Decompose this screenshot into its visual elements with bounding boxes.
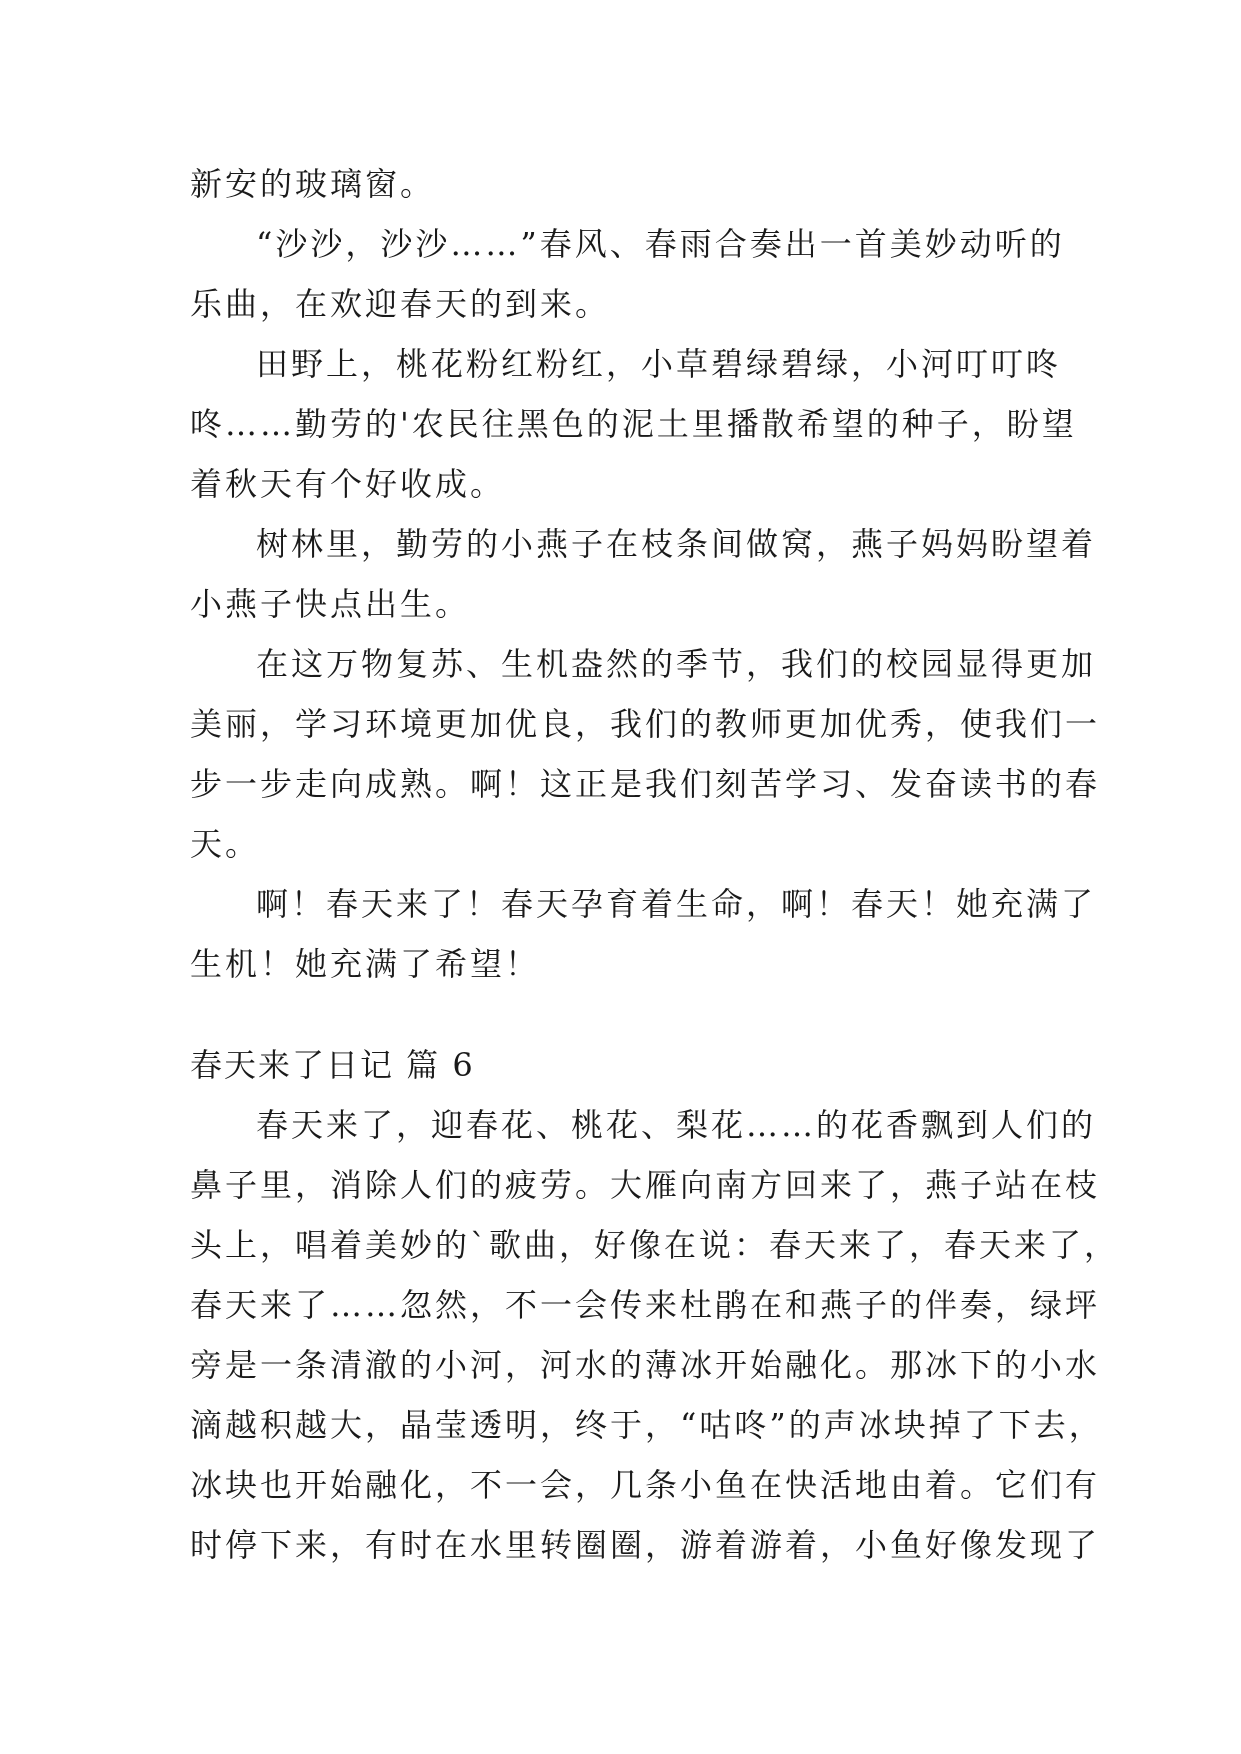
- text-line: 冰块也开始融化，不一会，几条小鱼在快活地由着。它们有: [190, 1466, 1101, 1504]
- text-line: 旁是一条清澈的小河，河水的薄冰开始融化。那冰下的小水: [190, 1346, 1101, 1384]
- paragraph-first-line: 春天来了，迎春花、桃花、梨花……的花香飘到人们的: [256, 1106, 1097, 1144]
- text-line: 滴越积越大，晶莹透明，终于，“咕咚”的声冰块掉了下去，: [190, 1406, 1104, 1444]
- text-line: 咚……勤劳的'农民往黑色的泥土里播散希望的种子，盼望: [190, 405, 1077, 443]
- paragraph-first-line: 田野上，桃花粉红粉红，小草碧绿碧绿，小河叮叮咚: [256, 345, 1062, 383]
- text-line: 步一步走向成熟。啊！这正是我们刻苦学习、发奋读书的春: [190, 765, 1101, 803]
- text-line: 着秋天有个好收成。: [190, 465, 506, 503]
- text-line: 天。: [190, 825, 261, 863]
- text-line: 时停下来，有时在水里转圈圈，游着游着，小鱼好像发现了: [190, 1526, 1101, 1564]
- text-line: 小燕子快点出生。: [190, 585, 471, 623]
- paragraph-first-line: 树林里，勤劳的小燕子在枝条间做窝，燕子妈妈盼望着: [256, 525, 1097, 563]
- text-line: 头上，唱着美妙的`歌曲，好像在说：春天来了，春天来了，: [190, 1226, 1120, 1264]
- paragraph-first-line: 啊！春天来了！春天孕育着生命，啊！春天！她充满了: [256, 885, 1097, 923]
- text-line: 生机！她充满了希望！: [190, 945, 541, 983]
- text-line: 鼻子里，消除人们的疲劳。大雁向南方回来了，燕子站在枝: [190, 1166, 1101, 1204]
- paragraph-first-line: “沙沙，沙沙……”春风、春雨合奏出一首美妙动听的: [256, 225, 1065, 263]
- section-title: 春天来了日记 篇 6: [190, 1046, 475, 1084]
- text-line: 新安的玻璃窗。: [190, 165, 436, 203]
- text-line: 美丽，学习环境更加优良，我们的教师更加优秀，使我们一: [190, 705, 1101, 743]
- paragraph-first-line: 在这万物复苏、生机盎然的季节，我们的校园显得更加: [256, 645, 1097, 683]
- text-line: 乐曲，在欢迎春天的到来。: [190, 285, 611, 323]
- text-line: 春天来了……忽然，不一会传来杜鹃在和燕子的伴奏，绿坪: [190, 1286, 1101, 1324]
